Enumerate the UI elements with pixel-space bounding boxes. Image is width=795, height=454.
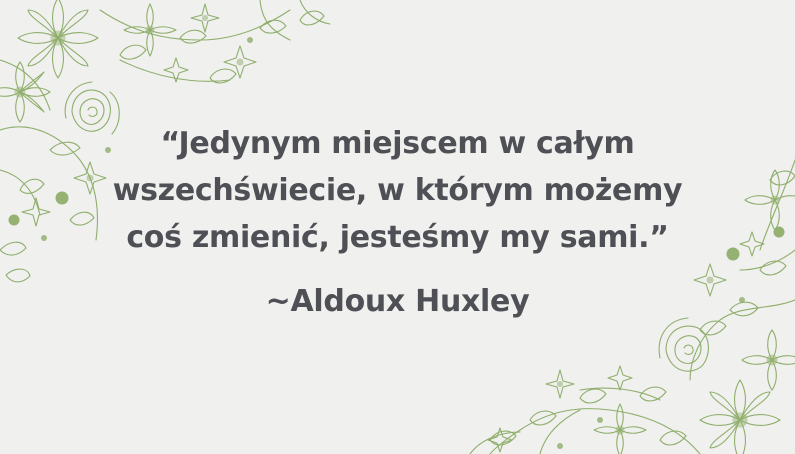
- quote-line-1: “Jedynym miejscem w całym: [160, 126, 635, 161]
- quote-line-2: wszechświecie, w którym możemy: [112, 173, 683, 208]
- quote-line-3: coś zmienić, jesteśmy my sami.”: [126, 220, 669, 255]
- quote-author: ~Aldoux Huxley: [265, 284, 530, 319]
- quote-text: [0, 120, 795, 261]
